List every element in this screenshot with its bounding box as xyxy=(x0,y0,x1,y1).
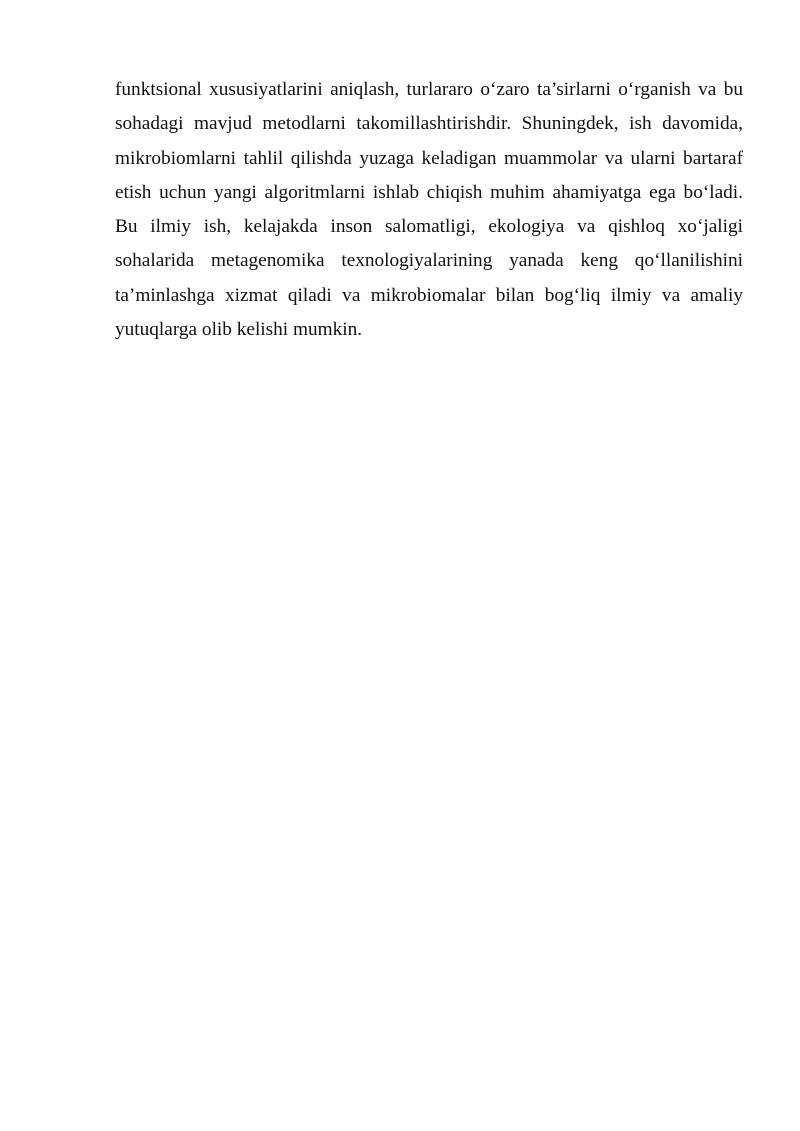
paragraph-line-1: funktsional xususiyatlarini aniqlash, turlararo o‘zaro ta’sirlarni o‘rganish va bu xyxy=(115,79,743,100)
paragraph-line-3: mikrobiomlarni tahlil qilishda yuzaga keladigan muammolar va ularni bartaraf xyxy=(115,147,743,169)
paragraph-line-4: etish uchun yangi algoritmlarni ishlab chiqish muhim ahamiyatga ega bo‘ladi. xyxy=(115,181,743,203)
paragraph-line-8: yutuqlarga olib kelishi mumkin. xyxy=(115,319,363,341)
body-paragraph xyxy=(115,73,743,347)
paragraph-line-6: sohalarida metagenomika texnologiyalarining yanada keng qo‘llanilishini xyxy=(115,250,743,272)
paragraph-line-7: ta’minlashga xizmat qiladi va mikrobiomalar bilan bog‘liq ilmiy va amaliy xyxy=(115,284,743,306)
paragraph-line-2: sohadagi mavjud metodlarni takomillashtirishdir. Shuningdek, ish davomida, xyxy=(115,113,743,135)
paragraph-line-5: Bu ilmiy ish, kelajakda inson salomatligi, ekologiya va qishloq xo‘jaligi xyxy=(115,216,743,238)
